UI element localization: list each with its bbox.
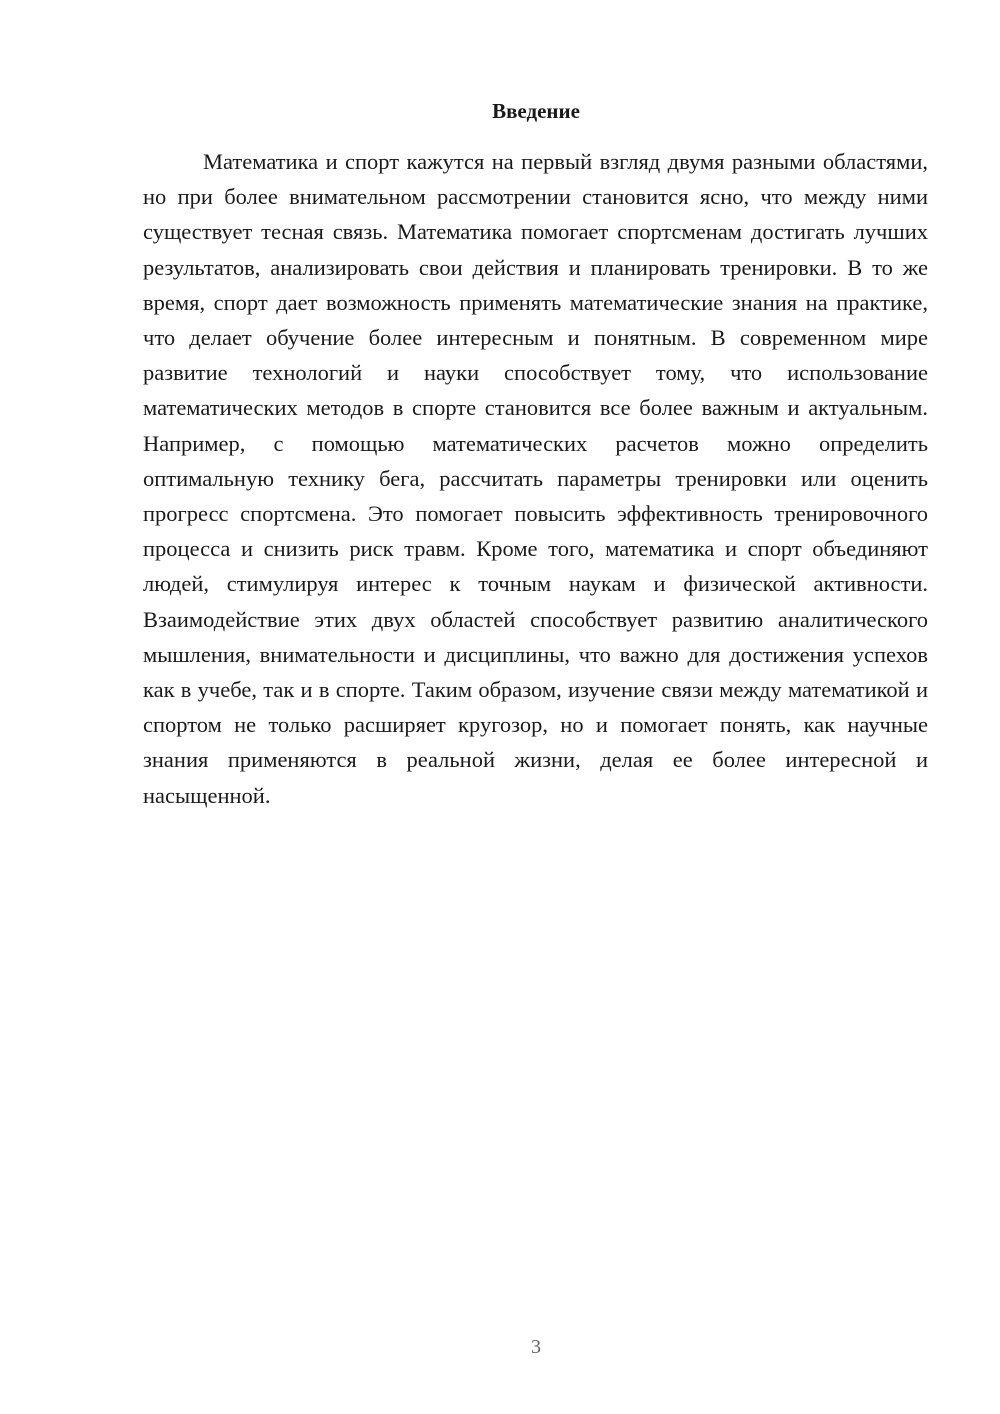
section-heading: Введение bbox=[492, 99, 580, 123]
page-number: 3 bbox=[531, 1336, 541, 1358]
body-paragraph: Математика и спорт кажутся на первый взгляд двумя разными областями, но при более внимательном рассмотрении становится ясно, что между ними существует тесная связь. Математика помогает спортсменам достигать лучших результатов, анализировать свои действия и планировать тренировки. В то же время, спорт дает возможность применять математические знания на практике, что делает обучение более интересным и понятным. В современном мире развитие технологий и науки способствует тому, что использование математических методов в спорте становится все более важным и актуальным. Например, с помощью математических расчетов можно определить оптимальную технику бега, рассчитать параметры тренировки или оценить прогресс спортсмена. Это помогает повысить эффективность тренировочного процесса и снизить риск травм. Кроме того, математика и спорт объединяют людей, стимулируя интерес к точным наукам и физической активности. Взаимодействие этих двух областей способствует развитию аналитического мышления, внимательности и дисциплины, что важно для достижения успехов как в учебе, так и в спорте. Таким образом, изучение связи между математикой и спортом не только расширяет кругозор, но и помогает понять, как научные знания применяются в реальной жизни, делая ее более интересной и насыщенной. bbox=[143, 149, 928, 808]
